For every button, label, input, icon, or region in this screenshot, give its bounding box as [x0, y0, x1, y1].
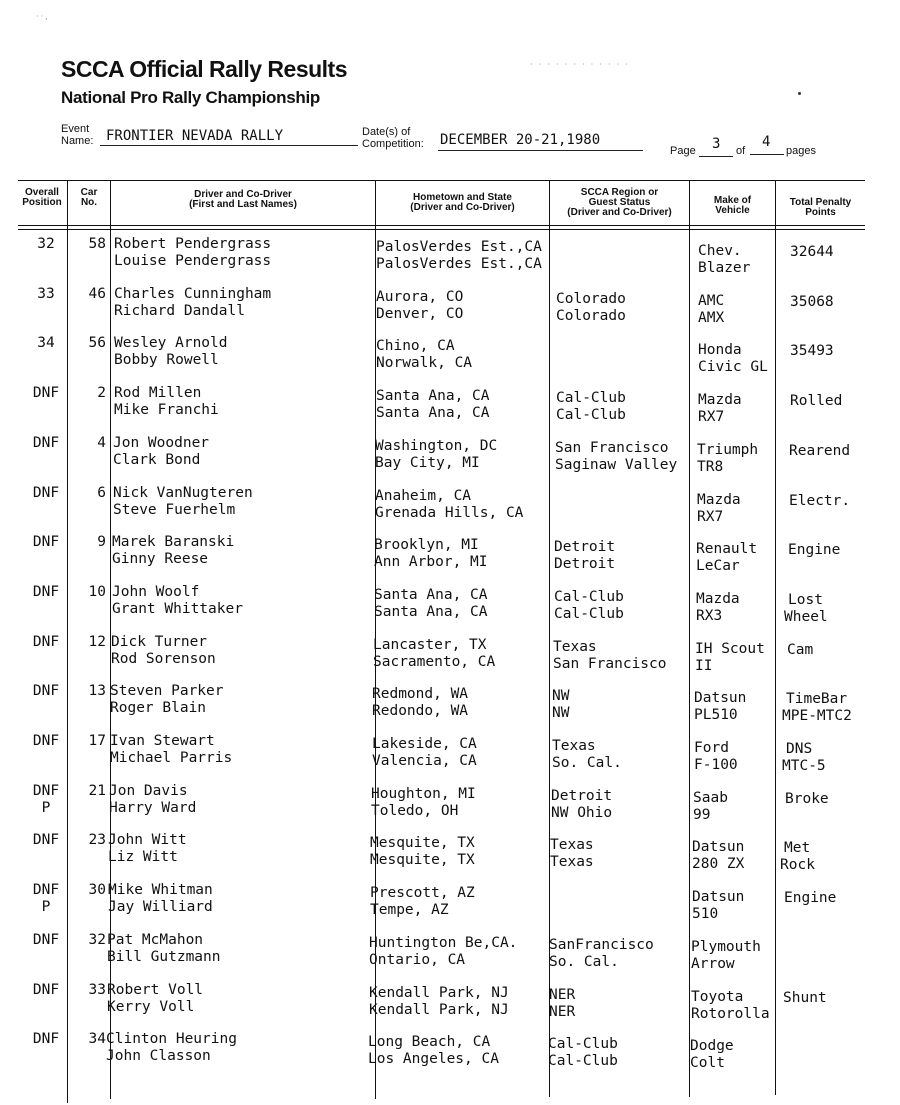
cell-codriver: Roger Blain: [110, 700, 207, 717]
cell-driver: Steven Parker: [110, 683, 224, 700]
table-row: [0, 385, 900, 435]
cell-car: 12: [88, 633, 106, 650]
cell-codriver: Michael Parris: [110, 750, 233, 766]
cell-pen1: Rearend: [789, 442, 851, 459]
cell-reg1: Colorado: [556, 290, 626, 307]
cell-make1: Mazda: [698, 392, 742, 409]
col-header-position: Overall Position: [22, 187, 62, 208]
col-header-penalty: Total Penalty Points: [789, 197, 852, 218]
cell-pos: DNF: [32, 832, 60, 849]
cell-home1: Brooklyn, MI: [374, 537, 479, 554]
cell-driver: Robert Pendergrass: [114, 236, 272, 252]
cell-make2: II: [695, 657, 713, 674]
cell-pen2: MTC-5: [782, 758, 826, 774]
of-label: of: [736, 145, 746, 157]
cell-make2: RX7: [698, 409, 725, 426]
cell-driver: Rod Millen: [114, 385, 202, 402]
cell-home2: Los Angeles, CA: [368, 1051, 499, 1068]
cell-reg2: Cal-Club: [548, 1053, 618, 1070]
cell-codriver: John Classon: [106, 1048, 211, 1065]
cell-home2: Tempe, AZ: [370, 902, 449, 919]
cell-make1: Datsun: [694, 690, 747, 707]
cell-pen1: Electr.: [789, 492, 851, 509]
cell-make2: 510: [692, 906, 719, 923]
event-label-line1: Event: [61, 123, 90, 135]
table-header-rule: [18, 225, 865, 226]
cell-reg1: Detroit: [554, 539, 616, 556]
event-name-underline: [100, 145, 358, 146]
page-number-underline: [699, 156, 733, 157]
cell-make2: Arrow: [691, 955, 735, 972]
cell-car: 4: [97, 434, 106, 451]
cell-car: 21: [88, 782, 106, 799]
cell-home1: Chino, CA: [376, 338, 455, 355]
cell-pos: 33: [37, 285, 55, 302]
table-row: [0, 435, 900, 485]
cell-codriver: Rod Sorenson: [111, 650, 216, 667]
cell-reg1: Detroit: [551, 787, 613, 804]
cell-pos: DNF: [32, 931, 60, 948]
cell-car: 2: [97, 385, 106, 402]
table-row: [0, 485, 900, 535]
cell-make2: F-100: [694, 757, 738, 773]
cell-reg1: SanFrancisco: [549, 936, 654, 953]
cell-make1: IH Scout: [695, 640, 765, 657]
cell-pen1: 32644: [790, 244, 834, 260]
cell-pen2: Rock: [780, 857, 815, 874]
cell-home1: PalosVerdes Est.,CA: [376, 239, 542, 255]
cell-codriver: Jay Williard: [108, 899, 213, 916]
cell-pen1: Engine: [788, 542, 841, 559]
cell-make1: Dodge: [690, 1038, 734, 1055]
cell-home1: Mesquite, TX: [370, 835, 475, 852]
cell-make2: PL510: [694, 707, 738, 724]
cell-reg2: Detroit: [554, 556, 616, 573]
cell-reg1: Cal-Club: [556, 390, 626, 407]
cell-make2: Colt: [690, 1055, 725, 1072]
cell-driver: Wesley Arnold: [114, 335, 228, 352]
cell-codriver: Liz Witt: [108, 849, 178, 866]
event-name: FRONTIER NEVADA RALLY: [106, 128, 284, 144]
cell-reg2: Saginaw Valley: [555, 456, 678, 473]
cell-make2: Civic GL: [698, 359, 768, 376]
cell-make1: Mazda: [696, 590, 740, 607]
table-row: [0, 832, 900, 882]
cell-reg1: San Francisco: [555, 439, 669, 456]
cell-home1: Lakeside, CA: [372, 736, 477, 752]
cell-driver: Nick VanNugteren: [113, 484, 253, 501]
cell-reg2: San Francisco: [553, 655, 667, 672]
cell-codriver: Clark Bond: [113, 451, 201, 468]
cell-car: 33: [88, 981, 106, 998]
table-row: [0, 733, 900, 783]
cell-pos: DNF: [32, 484, 60, 501]
cell-home1: Kendall Park, NJ: [369, 984, 509, 1001]
cell-pen2: Wheel: [784, 608, 828, 625]
cell-driver: John Witt: [108, 832, 187, 849]
page-subtitle: National Pro Rally Championship: [61, 88, 320, 107]
cell-driver: Dick Turner: [111, 633, 208, 650]
cell-home2: Ann Arbor, MI: [374, 554, 488, 571]
table-row: [0, 584, 900, 634]
cell-pos: DNF: [32, 981, 60, 998]
table-row: [0, 286, 900, 336]
table-row: [0, 683, 900, 733]
page-title: SCCA Official Rally Results: [61, 56, 348, 82]
table-row: [0, 982, 900, 1032]
table-header-rule-2: [18, 229, 865, 230]
cell-make2: Blazer: [698, 260, 751, 276]
col-header-region: SCCA Region or Guest Status (Driver and Co-Driver): [567, 187, 672, 218]
cell-car: 9: [97, 534, 106, 551]
cell-codriver: Mike Franchi: [114, 402, 219, 419]
cell-home2: Santa Ana, CA: [374, 603, 488, 620]
cell-reg2: NW Ohio: [551, 804, 613, 821]
cell-pen1: Met: [784, 840, 811, 857]
cell-driver: Clinton Heuring: [106, 1031, 237, 1048]
cell-home2: Ontario, CA: [369, 951, 466, 968]
cell-codriver: Grant Whittaker: [112, 600, 243, 617]
cell-home2: Sacramento, CA: [373, 653, 496, 670]
cell-codriver: Bill Gutzmann: [107, 948, 221, 965]
cell-reg1: NER: [549, 986, 576, 1003]
cell-pos: DNF: [32, 782, 60, 799]
cell-pen1: Lost: [788, 591, 823, 608]
cell-reg1: NW: [552, 688, 570, 705]
cell-home1: Aurora, CO: [376, 288, 464, 305]
cell-pos: DNF: [32, 683, 60, 700]
cell-make2: Rotorolla: [691, 1005, 770, 1022]
table-row: [0, 335, 900, 385]
competition-date: DECEMBER 20-21,1980: [440, 132, 601, 148]
date-label-line1: Date(s) of: [362, 126, 411, 138]
cell-car: 10: [88, 583, 106, 600]
cell-car: 6: [97, 484, 106, 501]
cell-pos: DNF: [32, 434, 60, 451]
col-header-driver: Driver and Co-Driver (First and Last Names): [189, 189, 297, 210]
table-row: [0, 1031, 900, 1081]
cell-make2: 99: [693, 806, 711, 823]
cell-home1: Washington, DC: [375, 437, 498, 454]
cell-codriver: Ginny Reese: [112, 551, 209, 568]
cell-make1: AMC: [698, 292, 725, 309]
cell-pos: DNF: [32, 583, 60, 600]
cell-make2: 280 ZX: [692, 856, 745, 873]
cell-pen1: DNS: [786, 741, 813, 757]
cell-home2: Mesquite, TX: [370, 852, 475, 869]
cell-make2: RX7: [697, 508, 724, 525]
scan-mark: · · ,: [36, 12, 48, 21]
cell-codriver: Kerry Voll: [107, 998, 195, 1015]
cell-pos: DNF: [32, 385, 60, 402]
cell-make2: AMX: [698, 309, 725, 326]
cell-pos: DNF: [32, 633, 60, 650]
cell-home2: Toledo, OH: [371, 802, 459, 819]
table-row: [0, 534, 900, 584]
cell-driver: John Woolf: [112, 583, 200, 600]
cell-driver: Ivan Stewart: [110, 733, 215, 749]
cell-reg2: So. Cal.: [552, 755, 622, 771]
col-header-make: Make of Vehicle: [713, 195, 752, 216]
cell-pen1: 35493: [790, 343, 834, 360]
cell-make2: RX3: [696, 607, 723, 624]
cell-home1: Santa Ana, CA: [376, 388, 490, 405]
cell-pen1: 35068: [790, 293, 834, 310]
cell-home1: Houghton, MI: [371, 785, 476, 802]
table-row: [0, 783, 900, 833]
cell-home1: Santa Ana, CA: [374, 586, 488, 603]
cell-reg1: Texas: [550, 837, 594, 854]
cell-codriver: Richard Dandall: [114, 302, 245, 319]
cell-driver: Mike Whitman: [108, 882, 213, 899]
cell-home1: Lancaster, TX: [373, 636, 487, 653]
cell-home2: Valencia, CA: [372, 753, 477, 769]
table-top-rule: [18, 180, 865, 181]
cell-pos: DNF: [32, 733, 60, 749]
cell-make1: Mazda: [697, 491, 741, 508]
cell-home1: Long Beach, CA: [368, 1034, 491, 1051]
cell-make2: TR8: [697, 458, 724, 475]
col-header-car: Car No.: [80, 187, 98, 208]
cell-home2: Grenada Hills, CA: [375, 504, 524, 521]
cell-codriver: Harry Ward: [109, 799, 197, 816]
pages-label: pages: [786, 145, 816, 157]
cell-pen1: Engine: [784, 890, 837, 907]
cell-make1: Toyota: [691, 988, 744, 1005]
table-row: [0, 932, 900, 982]
cell-reg1: Cal-Club: [554, 588, 624, 605]
cell-car: 32: [88, 931, 106, 948]
cell-make2: LeCar: [696, 558, 740, 575]
scan-mark: · · · · · · · · · · · ·: [530, 60, 630, 69]
cell-home1: Anaheim, CA: [375, 487, 472, 504]
col-header-hometown: Hometown and State (Driver and Co-Driver): [410, 192, 515, 213]
cell-make1: Ford: [694, 740, 729, 756]
cell-home1: Redmond, WA: [372, 686, 469, 703]
cell-pos: 34: [37, 335, 55, 352]
cell-car: 23: [88, 832, 106, 849]
cell-reg1: Cal-Club: [548, 1036, 618, 1053]
cell-pen1: Cam: [787, 641, 814, 658]
cell-pen1: TimeBar: [786, 691, 848, 708]
cell-car: 56: [88, 335, 106, 352]
cell-driver: Jon Davis: [109, 782, 188, 799]
cell-home2: Redondo, WA: [372, 703, 469, 720]
cell-pen1: Rolled: [790, 393, 843, 410]
cell-car: 46: [88, 285, 106, 302]
cell-driver: Marek Baranski: [112, 534, 235, 551]
cell-reg2: Cal-Club: [556, 407, 626, 424]
event-label-line2: Name:: [61, 135, 94, 147]
cell-car: 30: [88, 882, 106, 899]
cell-make1: Saab: [693, 789, 728, 806]
page-total: 4: [762, 134, 771, 150]
cell-car: 17: [88, 733, 106, 749]
cell-pen2: MPE-MTC2: [782, 708, 852, 725]
date-label-line2: Competition:: [362, 138, 424, 150]
cell-make1: Renault: [696, 541, 758, 558]
cell-reg1: Texas: [552, 738, 596, 754]
cell-pen1: Shunt: [783, 989, 827, 1006]
date-underline: [438, 150, 643, 151]
cell-car: 34: [88, 1031, 106, 1048]
cell-pos: DNF: [32, 882, 60, 899]
cell-reg2: Cal-Club: [554, 605, 624, 622]
cell-pos: DNF: [32, 534, 60, 551]
cell-home1: Prescott, AZ: [370, 885, 475, 902]
cell-codriver: Louise Pendergrass: [114, 253, 272, 269]
cell-make1: Chev.: [698, 243, 742, 259]
cell-make1: Plymouth: [691, 938, 761, 955]
cell-pos2: P: [41, 799, 51, 816]
table-row: [0, 634, 900, 684]
table-row: [0, 236, 900, 286]
cell-reg2: NER: [549, 1003, 576, 1020]
cell-reg2: So. Cal.: [549, 953, 619, 970]
cell-home2: Norwalk, CA: [376, 355, 473, 372]
cell-driver: Jon Woodner: [113, 434, 210, 451]
cell-make1: Honda: [698, 342, 742, 359]
page-number: 3: [712, 136, 721, 152]
cell-make1: Datsun: [692, 839, 745, 856]
cell-reg2: Texas: [550, 854, 594, 871]
cell-reg2: NW: [552, 705, 570, 722]
page-label: Page: [670, 145, 696, 157]
cell-make1: Triumph: [697, 441, 759, 458]
cell-codriver: Bobby Rowell: [114, 352, 219, 369]
cell-driver: Pat McMahon: [107, 931, 204, 948]
cell-home1: Huntington Be,CA.: [369, 934, 518, 951]
cell-car: 13: [88, 683, 106, 700]
cell-home2: Bay City, MI: [375, 454, 480, 471]
cell-make1: Datsun: [692, 889, 745, 906]
cell-car: 58: [88, 236, 106, 252]
cell-pen1: Broke: [785, 790, 829, 807]
cell-home2: Santa Ana, CA: [376, 405, 490, 422]
cell-reg2: Colorado: [556, 307, 626, 324]
cell-driver: Charles Cunningham: [114, 285, 272, 302]
cell-codriver: Steve Fuerhelm: [113, 501, 236, 518]
cell-reg1: Texas: [553, 638, 597, 655]
cell-home2: Denver, CO: [376, 305, 464, 322]
cell-pos: DNF: [32, 1031, 60, 1048]
table-row: [0, 882, 900, 932]
page-total-underline: [750, 154, 784, 155]
scan-dot: [798, 92, 801, 95]
cell-pos: 32: [37, 236, 55, 252]
cell-driver: Robert Voll: [107, 981, 204, 998]
cell-home2: Kendall Park, NJ: [369, 1001, 509, 1018]
cell-pos2: P: [41, 899, 51, 916]
cell-home2: PalosVerdes Est.,CA: [376, 256, 542, 272]
